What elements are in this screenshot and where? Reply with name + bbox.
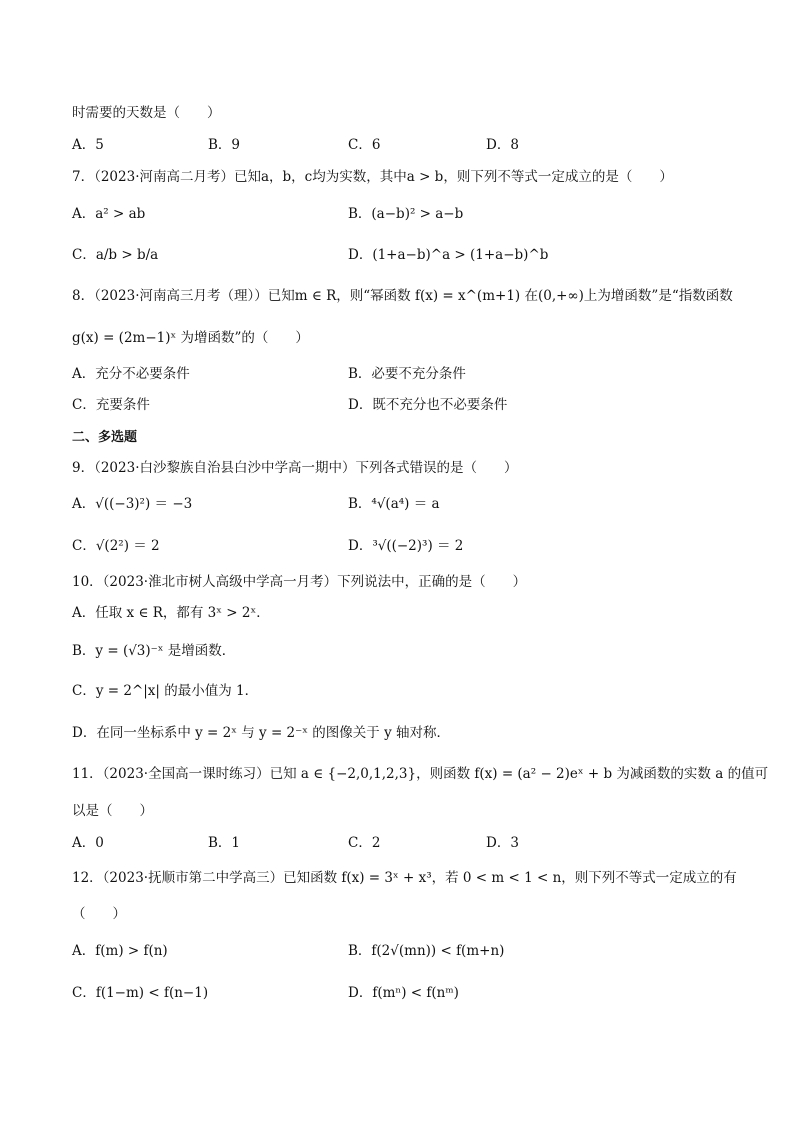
q12-stem: 12．（2023·抚顺市第二中学高三）已知函数 f(x) = 3ˣ + x³，若 0 < m < 1 < n，则下列不等式一定成立的有 <box>72 870 737 886</box>
q10-option-b: B．y = (√3)⁻ˣ 是增函数． <box>72 643 236 659</box>
q8-option-a: A．充分不必要条件 <box>72 366 190 382</box>
q9-option-b: B．⁴√(a⁴) ＝ a <box>348 496 440 512</box>
q10-option-a: A．任取 x ∈ R，都有 3ˣ > 2ˣ． <box>72 605 270 621</box>
q8-stem-line2: g(x) = (2m−1)ˣ 为增函数”的（ ） <box>72 330 309 346</box>
q7-option-b: B．(a−b)² > a−b <box>348 206 464 222</box>
q11-stem: 11．（2023·全国高一课时练习）已知 a ∈ {−2,0,1,2,3}，则函数 f(x) = (a² − 2)eˣ + b 为减函数的实数 a 的值可 <box>72 766 769 782</box>
q10-stem: 10．（2023·淮北市树人高级中学高一月考）下列说法中，正确的是（ ） <box>72 574 527 590</box>
q6-option-b: B．9 <box>208 137 241 153</box>
q11-option-c: C．2 <box>348 835 381 851</box>
q8-option-c: C．充要条件 <box>72 397 150 413</box>
section-heading-multiple-choice: 二、多选题 <box>72 430 138 445</box>
q6-option-c: C．6 <box>348 137 381 153</box>
q11-stem-line2: 以是（ ） <box>72 803 153 819</box>
q9-stem: 9．（2023·白沙黎族自治县白沙中学高一期中）下列各式错误的是（ ） <box>72 460 518 476</box>
q8-stem: 8．（2023·河南高三月考（理））已知m ∈ R，则“幂函数 f(x) = x^(m+1) 在(0,+∞)上为增函数”是“指数函数 <box>72 288 733 304</box>
q10-option-d: D．在同一坐标系中 y = 2ˣ 与 y = 2⁻ˣ 的图像关于 y 轴对称． <box>72 725 450 741</box>
q6-option-a: A．5 <box>72 137 104 153</box>
q12-stem-line2: （ ） <box>72 906 126 922</box>
q6-option-d: D．8 <box>486 137 519 153</box>
q6-stem-continuation: 时需要的天数是（ ） <box>72 105 221 121</box>
q9-option-c: C．√(2²) ＝ 2 <box>72 538 160 554</box>
q11-option-b: B．1 <box>208 835 241 851</box>
q12-option-b: B．f(2√(mn)) < f(m+n) <box>348 943 505 959</box>
q12-option-c: C．f(1−m) < f(n−1) <box>72 985 209 1001</box>
q7-stem: 7．（2023·河南高二月考）已知a，b，c均为实数，其中a > b，则下列不等式一定成立的是（ ） <box>72 169 673 185</box>
q7-option-a: A．a² > ab <box>72 206 146 222</box>
q9-option-a: A．√((−3)²) ＝ −3 <box>72 496 193 512</box>
q7-option-c: C．a/b > b/a <box>72 247 159 263</box>
q11-option-d: D．3 <box>486 835 519 851</box>
q7-option-d: D．(1+a−b)^a > (1+a−b)^b <box>348 247 549 263</box>
q12-option-a: A．f(m) > f(n) <box>72 943 168 959</box>
q12-option-d: D．f(mⁿ) < f(nᵐ) <box>348 985 459 1001</box>
q9-option-d: D．³√((−2)³) ＝ 2 <box>348 538 464 554</box>
q10-option-c: C．y = 2^|x| 的最小值为 1． <box>72 683 259 699</box>
q8-option-d: D．既不充分也不必要条件 <box>348 397 508 413</box>
q11-option-a: A．0 <box>72 835 104 851</box>
q8-option-b: B．必要不充分条件 <box>348 366 466 382</box>
